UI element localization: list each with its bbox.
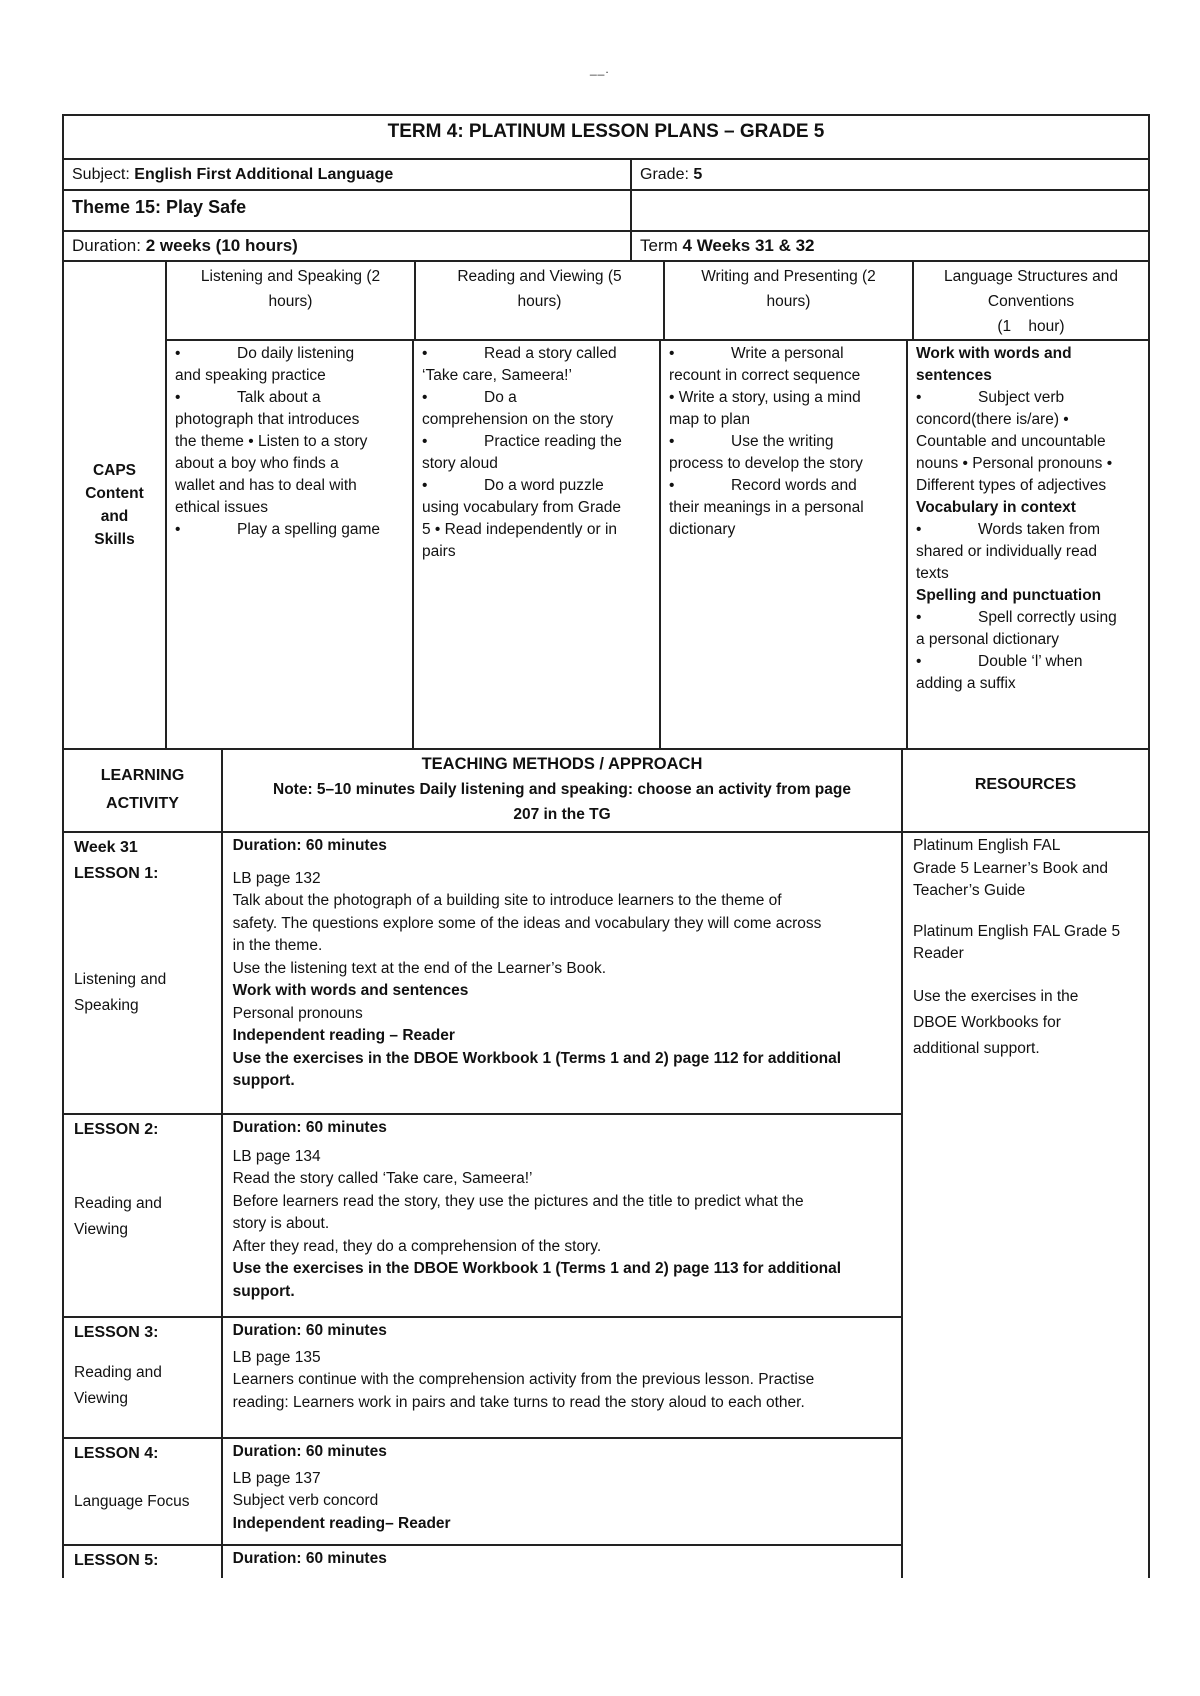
- caps-label-cell: [64, 262, 167, 748]
- strand-item: [175, 365, 404, 387]
- lesson-line: Use the listening text at the end of the Learner’s Book.: [232, 959, 607, 977]
- strand-item-text: sentences: [916, 367, 992, 384]
- strand-item: [916, 519, 1140, 541]
- strand-item-text: using vocabulary from Grade: [422, 499, 622, 516]
- grade-value: 5: [693, 166, 703, 183]
- strand-item: [916, 563, 1140, 585]
- lesson-duration: Duration: 60 minutes: [232, 1443, 387, 1460]
- learning-activity-line: ACTIVITY: [106, 795, 179, 812]
- strand-item: [916, 365, 1140, 387]
- strand-list: [916, 343, 1140, 695]
- lessons-area: [62, 833, 1150, 1578]
- lesson-content-cell: [223, 833, 901, 1113]
- resource-line: Platinum English FAL: [913, 837, 1061, 854]
- strand-item-text: Record words and: [731, 477, 857, 494]
- strand-item-text: ‘Take care, Sameera!’: [422, 367, 572, 384]
- strand-item: [916, 343, 1140, 365]
- lesson-row-2: [64, 1115, 901, 1318]
- resources-column: [903, 833, 1148, 1578]
- strand-item-text: Read a story called: [484, 345, 617, 362]
- strand-header-writing: [665, 262, 914, 339]
- lesson-strand: Speaking: [74, 997, 139, 1014]
- strand-item: [422, 475, 651, 497]
- lesson-row-5: [64, 1546, 901, 1578]
- strand-item-text: Do daily listening: [237, 345, 355, 362]
- lesson-label-cell: [64, 833, 223, 1113]
- resource-line: Teacher’s Guide: [913, 882, 1026, 899]
- duration-label: Duration:: [72, 236, 141, 255]
- activity-header-row: [62, 750, 1150, 833]
- strand-item-text: Subject verb: [978, 389, 1065, 406]
- strand-item-text: pairs: [422, 543, 456, 560]
- lesson-content-cell: [223, 1318, 901, 1437]
- caps-label: [85, 459, 144, 551]
- strand-header-reading: [416, 262, 665, 339]
- learning-activity-header: [64, 750, 223, 831]
- strand-item-text: process to develop the story: [669, 455, 863, 472]
- strand-heading-line: hours): [517, 293, 562, 310]
- lesson-duration: Duration: 60 minutes: [232, 1119, 387, 1136]
- resources-block-book: [913, 835, 1138, 903]
- strand-item-text: their meanings in a personal: [669, 499, 864, 516]
- strand-item-text: recount in correct sequence: [669, 367, 861, 384]
- lesson-label: LESSON 4:: [74, 1445, 159, 1462]
- bullet-icon: •: [175, 389, 181, 406]
- strand-item: [916, 497, 1140, 519]
- strand-item: [916, 409, 1140, 431]
- strand-content-language: [908, 341, 1148, 748]
- strand-heading-line: (1 hour): [997, 318, 1065, 335]
- strand-item: [422, 387, 651, 409]
- subject-value: English First Additional Language: [134, 166, 394, 183]
- subject-label: Subject:: [72, 166, 130, 183]
- strand-item: [916, 607, 1140, 629]
- bullet-icon: •: [916, 521, 922, 538]
- bullet-icon: •: [422, 477, 428, 494]
- resources-header-text: RESOURCES: [974, 776, 1077, 793]
- strand-item: [916, 387, 1140, 409]
- strand-item-text: adding a suffix: [916, 675, 1016, 692]
- lesson-line: Read the story called ‘Take care, Sameera!’: [232, 1170, 533, 1187]
- caps-block: [62, 262, 1150, 750]
- lesson-content-cell: [223, 1546, 901, 1578]
- resource-line: DBOE Workbooks for: [913, 1013, 1061, 1031]
- duration-value: 2 weeks (10 hours): [145, 236, 298, 255]
- lesson-lines: [233, 1347, 891, 1415]
- resources-header: [903, 750, 1148, 831]
- table-title-text: TERM 4: PLATINUM LESSON PLANS – GRADE 5: [387, 121, 825, 142]
- bullet-icon: •: [422, 389, 428, 406]
- strand-item: [422, 519, 651, 541]
- teaching-methods-title: TEACHING METHODS / APPROACH: [421, 755, 703, 773]
- lesson-strand: Language Focus: [74, 1493, 190, 1510]
- teaching-methods-note: 207 in the TG: [513, 806, 611, 823]
- strand-item-text: Do a: [484, 389, 517, 406]
- bullet-icon: •: [669, 477, 675, 494]
- strand-item-text: Vocabulary in context: [916, 499, 1076, 516]
- strand-list: [175, 343, 404, 541]
- lesson-line: Learners continue with the comprehension activity from the previous lesson. Practise: [232, 1371, 815, 1388]
- strand-item: [175, 343, 404, 365]
- bullet-icon: •: [175, 345, 181, 362]
- strand-item: [175, 475, 404, 497]
- lesson-line: support.: [232, 1072, 295, 1089]
- strand-item: [175, 519, 404, 541]
- strand-item-text: concord(there is/are) •: [916, 411, 1069, 428]
- resources-block-reader: [913, 921, 1138, 966]
- term-weeks-value: 4 Weeks 31 & 32: [682, 236, 815, 255]
- strand-item-text: comprehension on the story: [422, 411, 614, 428]
- strand-item: [916, 585, 1140, 607]
- lesson-line: Talk about the photograph of a building site to introduce learners to the theme of: [232, 892, 782, 909]
- strand-item: [669, 431, 898, 453]
- subject-row: [62, 160, 1150, 191]
- strand-item-text: Work with words and: [916, 345, 1072, 362]
- lesson-strand: Viewing: [74, 1221, 129, 1238]
- strand-item-text: Talk about a: [237, 389, 321, 406]
- lesson-line: Use the exercises in the DBOE Workbook 1 (Terms 1 and 2) page 113 for additional: [232, 1260, 842, 1277]
- strand-item-text: Double ‘l’ when: [978, 653, 1083, 670]
- strand-contents: [167, 341, 1148, 748]
- strand-heading-line: Listening and Speaking (2: [200, 268, 381, 285]
- lesson-strand: Reading and: [74, 1195, 162, 1212]
- bullet-icon: •: [422, 345, 428, 362]
- strand-item: [422, 431, 651, 453]
- bullet-icon: •: [916, 389, 922, 406]
- strand-item-text: Write a personal: [731, 345, 844, 362]
- strand-item-text: texts: [916, 565, 949, 582]
- strand-headers: [167, 262, 1148, 341]
- term-weeks-cell: [632, 232, 1148, 260]
- strand-heading-line: Writing and Presenting (2: [701, 268, 876, 285]
- lesson-duration: Duration: 60 minutes: [232, 1322, 387, 1339]
- lesson-plan-table: [62, 114, 1150, 1578]
- strand-item-text: about a boy who finds a: [175, 455, 339, 472]
- lesson-strand: Reading and: [74, 1364, 162, 1381]
- grade-cell: [632, 160, 1148, 189]
- lesson-line: LB page 132: [232, 869, 321, 887]
- strand-item: [916, 453, 1140, 475]
- table-title: [62, 114, 1150, 160]
- strand-item: [669, 475, 898, 497]
- strand-item: [175, 409, 404, 431]
- strand-item-text: a personal dictionary: [916, 631, 1060, 648]
- theme-cell: [64, 191, 632, 230]
- strand-item-text: Spell correctly using: [978, 609, 1117, 626]
- strand-item: [669, 409, 898, 431]
- strand-heading-line: hours): [766, 293, 811, 310]
- lesson-row-4: [64, 1439, 901, 1546]
- lesson-lines: [233, 868, 891, 1093]
- strand-item-text: Countable and uncountable: [916, 433, 1106, 450]
- strand-heading-line: Reading and Viewing (5: [457, 268, 622, 285]
- lesson-duration: Duration: 60 minutes: [232, 837, 387, 854]
- strand-list: [669, 343, 898, 541]
- strand-item: [916, 431, 1140, 453]
- strand-item-text: photograph that introduces: [175, 411, 360, 428]
- resource-line: Platinum English FAL Grade 5: [913, 922, 1121, 940]
- strand-item: [669, 497, 898, 519]
- strand-item: [422, 541, 651, 563]
- strand-item-text: Words taken from: [978, 521, 1101, 538]
- strand-list: [422, 343, 651, 563]
- strand-item-text: Practice reading the: [484, 433, 622, 450]
- lesson-line: Work with words and sentences: [232, 982, 469, 999]
- caps-label-line: Skills: [94, 531, 135, 548]
- teaching-methods-header: [223, 750, 903, 831]
- lesson-content-cell: [223, 1115, 901, 1316]
- lesson-line: support.: [232, 1282, 295, 1300]
- resource-line: Use the exercises in the: [913, 987, 1079, 1005]
- bullet-icon: •: [422, 433, 428, 450]
- resources-block-workbooks: [913, 984, 1138, 1062]
- theme-empty-cell: [632, 191, 1148, 230]
- strand-item: [422, 365, 651, 387]
- lesson-line: LB page 134: [232, 1147, 321, 1165]
- strand-item: [669, 519, 898, 541]
- strand-item: [916, 541, 1140, 563]
- strand-item-text: Play a spelling game: [237, 521, 381, 538]
- strand-item-text: • Write a story, using a mind: [669, 389, 861, 406]
- duration-row: [62, 232, 1150, 262]
- strand-header-language: [914, 262, 1148, 339]
- lesson-line: Subject verb concord: [232, 1492, 379, 1509]
- strand-item: [422, 343, 651, 365]
- theme-text: Theme 15: Play Safe: [72, 197, 247, 217]
- lesson-line: story is about.: [232, 1215, 330, 1232]
- lesson-label: LESSON 2:: [74, 1121, 159, 1138]
- lesson-line: LB page 137: [232, 1469, 321, 1487]
- bullet-icon: •: [916, 609, 922, 626]
- theme-row: [62, 191, 1150, 232]
- lesson-label: LESSON 5:: [74, 1552, 159, 1569]
- strand-item-text: ethical issues: [175, 499, 269, 516]
- strand-item: [669, 343, 898, 365]
- lesson-lines: [233, 1468, 891, 1536]
- strand-item-text: Spelling and punctuation: [916, 587, 1102, 604]
- lesson-line: After they read, they do a comprehension of the story.: [232, 1237, 602, 1255]
- bullet-icon: •: [669, 345, 675, 362]
- lesson-line: Use the exercises in the DBOE Workbook 1 (Terms 1 and 2) page 112 for additional: [232, 1049, 842, 1067]
- strand-item: [422, 453, 651, 475]
- strand-item-text: nouns • Personal pronouns •: [916, 455, 1113, 472]
- bullet-icon: •: [175, 521, 181, 538]
- strand-item: [175, 387, 404, 409]
- lesson-label-cell: [64, 1546, 223, 1578]
- strand-content-writing: [661, 341, 908, 748]
- lessons-column: [64, 833, 903, 1578]
- duration-cell: [64, 232, 632, 260]
- resource-line: additional support.: [913, 1039, 1040, 1057]
- lesson-row-3: [64, 1318, 901, 1439]
- strand-item: [175, 497, 404, 519]
- strand-item-text: Do a word puzzle: [484, 477, 604, 494]
- week-label: Week 31: [74, 839, 138, 856]
- strand-item-text: wallet and has to deal with: [175, 477, 357, 494]
- lesson-strand: Viewing: [74, 1390, 129, 1407]
- strand-item-text: Different types of adjectives: [916, 477, 1107, 494]
- strand-item: [916, 651, 1140, 673]
- lesson-line: Independent reading – Reader: [232, 1027, 455, 1044]
- subject-cell: [64, 160, 632, 189]
- lesson-label: LESSON 1:: [74, 865, 159, 882]
- strand-item-text: Use the writing: [731, 433, 834, 450]
- strand-item: [916, 673, 1140, 695]
- lesson-line: Personal pronouns: [232, 1004, 363, 1022]
- strand-item: [175, 453, 404, 475]
- bullet-icon: •: [669, 433, 675, 450]
- resource-line: Grade 5 Learner’s Book and: [913, 859, 1109, 877]
- lesson-line: reading: Learners work in pairs and take turns to read the story aloud to each other.: [232, 1393, 805, 1411]
- lesson-strand: Listening and: [74, 971, 167, 988]
- strand-item: [669, 365, 898, 387]
- caps-label-line: and: [100, 508, 129, 525]
- lesson-line: Independent reading– Reader: [232, 1514, 451, 1532]
- lesson-content-cell: [223, 1439, 901, 1544]
- strand-heading-line: Language Structures and: [943, 268, 1119, 285]
- page-mark: __.: [590, 62, 610, 76]
- bullet-icon: •: [916, 653, 922, 670]
- strand-item: [669, 387, 898, 409]
- strand-item-text: map to plan: [669, 411, 750, 428]
- strand-item: [422, 497, 651, 519]
- lesson-line: Before learners read the story, they use the pictures and the title to predict what the: [232, 1192, 804, 1210]
- caps-label-line: Content: [85, 485, 144, 502]
- strand-item: [422, 409, 651, 431]
- learning-activity-line: LEARNING: [100, 767, 185, 784]
- lesson-duration: Duration: 60 minutes: [232, 1550, 387, 1567]
- strand-item-text: the theme • Listen to a story: [175, 433, 368, 450]
- lesson-line: LB page 135: [232, 1348, 321, 1366]
- term-label: Term: [640, 236, 678, 255]
- strand-item-text: shared or individually read: [916, 543, 1097, 560]
- strand-item: [669, 453, 898, 475]
- strand-item-text: 5 • Read independently or in: [422, 521, 618, 538]
- resource-line: Reader: [913, 945, 964, 962]
- strand-content-listening: [167, 341, 414, 748]
- lesson-label-cell: [64, 1318, 223, 1437]
- strand-item: [916, 475, 1140, 497]
- lesson-label-cell: [64, 1115, 223, 1316]
- strand-header-listening: [167, 262, 416, 339]
- strand-item: [175, 431, 404, 453]
- lesson-lines: [233, 1146, 891, 1304]
- lesson-line: safety. The questions explore some of the ideas and vocabulary they will come across: [232, 914, 822, 932]
- strand-content-reading: [414, 341, 661, 748]
- grade-label: Grade:: [640, 166, 689, 183]
- lesson-label-cell: [64, 1439, 223, 1544]
- strand-item: [916, 629, 1140, 651]
- caps-label-line: CAPS: [92, 462, 137, 479]
- strand-item-text: and speaking practice: [175, 367, 326, 384]
- strand-item-text: story aloud: [422, 455, 498, 472]
- strand-heading-line: Conventions: [987, 293, 1075, 310]
- teaching-methods-note: Note: 5–10 minutes Daily listening and speaking: choose an activity from page: [273, 781, 851, 798]
- strand-heading-line: hours): [268, 293, 313, 310]
- strand-item-text: dictionary: [669, 521, 736, 538]
- lesson-line: in the theme.: [232, 937, 323, 954]
- lesson-row-1: [64, 833, 901, 1115]
- strands-grid: [167, 262, 1148, 748]
- lesson-label: LESSON 3:: [74, 1324, 159, 1341]
